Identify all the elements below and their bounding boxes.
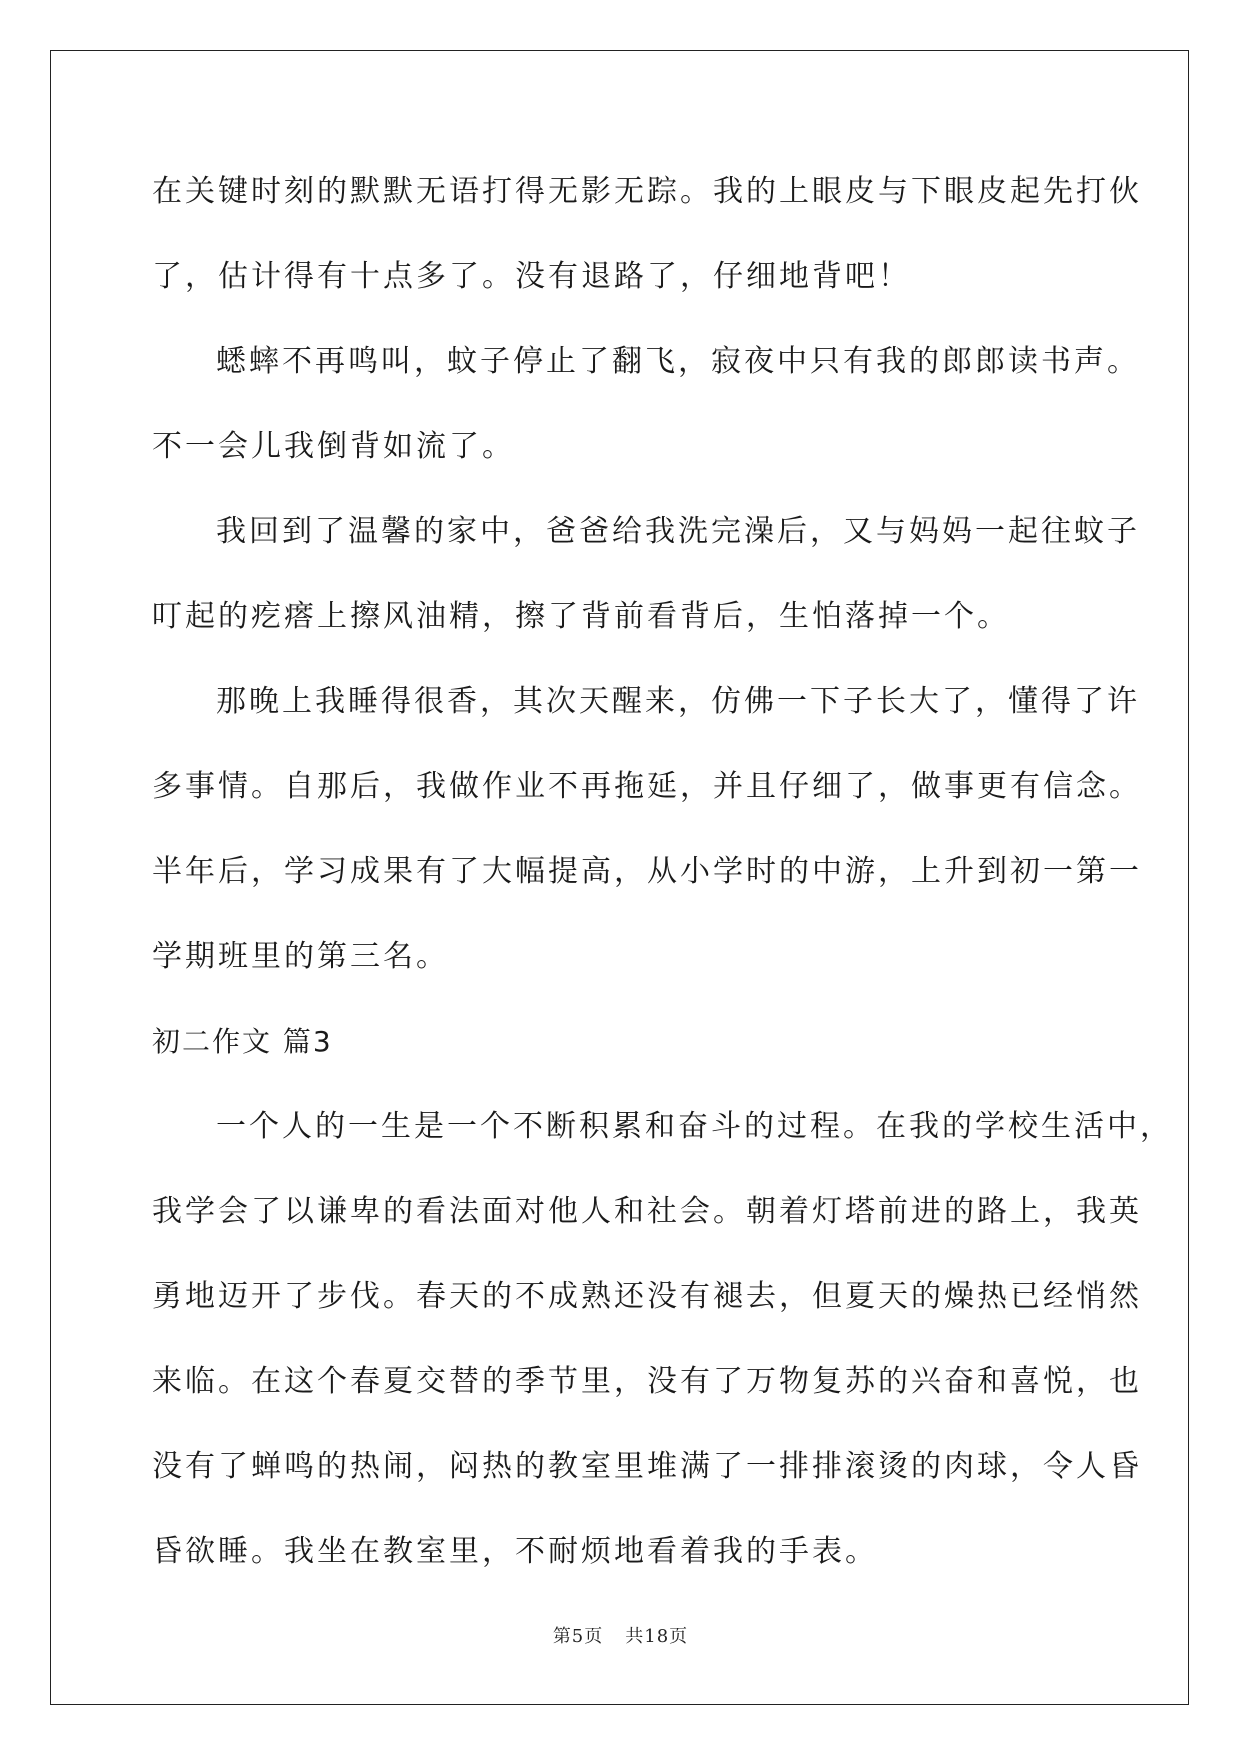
paragraph-start-line: 蟋蟀不再鸣叫，蚊子停止了翻飞，寂夜中只有我的郎郎读书声。 <box>216 344 1140 379</box>
text-line: 我学会了以谦卑的看法面对他人和社会。朝着灯塔前进的路上，我英 <box>152 1194 1142 1229</box>
page-number: 第5页 <box>552 1626 604 1647</box>
text-line: 了，估计得有十点多了。没有退路了，仔细地背吧！ <box>152 259 911 294</box>
text-line: 来临。在这个春夏交替的季节里，没有了万物复苏的兴奋和喜悦，也 <box>152 1364 1142 1399</box>
text-line: 半年后，学习成果有了大幅提高，从小学时的中游，上升到初一第一 <box>152 854 1142 889</box>
text-line: 勇地迈开了步伐。春天的不成熟还没有褪去，但夏天的燥热已经悄然 <box>152 1279 1142 1314</box>
text-line: 没有了蝉鸣的热闹，闷热的教室里堆满了一排排滚烫的肉球，令人昏 <box>152 1449 1142 1484</box>
paragraph-start-line: 我回到了温馨的家中，爸爸给我洗完澡后，又与妈妈一起往蚊子 <box>216 514 1140 549</box>
section-heading: 初二作文 篇3 <box>152 1025 333 1058</box>
text-line: 在关键时刻的默默无语打得无影无踪。我的上眼皮与下眼皮起先打伙 <box>152 174 1142 209</box>
page-footer <box>0 1622 1241 1648</box>
text-line: 学期班里的第三名。 <box>152 939 449 974</box>
paragraph-start-line: 一个人的一生是一个不断积累和奋斗的过程。在我的学校生活中， <box>216 1109 1173 1144</box>
page-total: 共18页 <box>625 1626 689 1647</box>
text-line: 叮起的疙瘩上擦风油精，擦了背前看背后，生怕落掉一个。 <box>152 599 1010 634</box>
text-line: 多事情。自那后，我做作业不再拖延，并且仔细了，做事更有信念。 <box>152 769 1142 804</box>
text-line: 昏欲睡。我坐在教室里，不耐烦地看着我的手表。 <box>152 1534 878 1569</box>
document-body <box>152 160 1173 1605</box>
text-line: 不一会儿我倒背如流了。 <box>152 429 515 464</box>
paragraph-start-line: 那晚上我睡得很香，其次天醒来，仿佛一下子长大了，懂得了许 <box>216 684 1140 719</box>
